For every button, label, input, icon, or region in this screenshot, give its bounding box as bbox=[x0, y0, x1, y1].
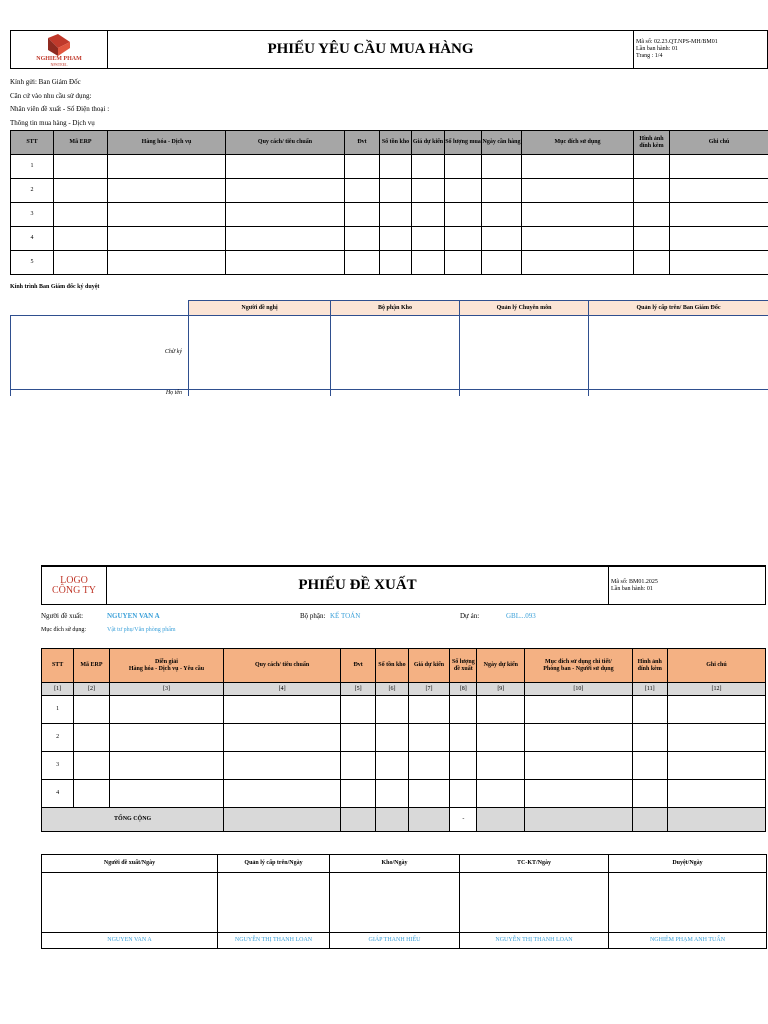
cell-input[interactable] bbox=[482, 251, 522, 275]
cell-input[interactable] bbox=[408, 752, 450, 780]
cell-input[interactable] bbox=[226, 227, 345, 251]
table-row bbox=[42, 724, 766, 752]
company-logo-icon bbox=[44, 34, 74, 56]
cell-input[interactable] bbox=[108, 179, 226, 203]
col-image: Hình ảnh đính kèm bbox=[634, 131, 670, 155]
cell-input[interactable] bbox=[226, 155, 345, 179]
row-number: 5 bbox=[11, 251, 54, 275]
cell-input[interactable] bbox=[108, 227, 226, 251]
col-spec: Quy cách/ tiêu chuẩn bbox=[224, 649, 341, 683]
table-row bbox=[11, 155, 768, 179]
cell-input[interactable] bbox=[226, 203, 345, 227]
purpose-label: Mục đích sử dụng: bbox=[41, 627, 87, 633]
index-cell: [11] bbox=[632, 683, 667, 696]
sign-box[interactable] bbox=[609, 873, 767, 933]
form2-meta bbox=[609, 566, 766, 605]
cell-input[interactable] bbox=[380, 155, 412, 179]
form1-meta bbox=[634, 31, 768, 69]
sign-head-proposer: Người đề nghị bbox=[189, 301, 331, 316]
form1-items-table bbox=[10, 130, 768, 275]
signer-name: NGUYEN VAN A bbox=[42, 933, 218, 949]
index-row bbox=[42, 683, 766, 696]
cell-input[interactable] bbox=[670, 203, 768, 227]
cell-input[interactable] bbox=[380, 203, 412, 227]
dept-value[interactable]: KẾ TOÁN bbox=[330, 612, 361, 620]
cell-input[interactable] bbox=[634, 251, 670, 275]
meta-code: Mã số: BM01.2025 bbox=[611, 578, 658, 585]
name-box[interactable] bbox=[331, 390, 460, 397]
meta-code: Mã số: 02.23.QT.NPS-MH/BM01 bbox=[636, 39, 718, 45]
cell-input[interactable] bbox=[376, 696, 408, 724]
cell-input[interactable] bbox=[54, 203, 108, 227]
col-erp: Mã ERP bbox=[54, 131, 108, 155]
cell-input[interactable] bbox=[408, 724, 450, 752]
cell-input[interactable] bbox=[482, 179, 522, 203]
cell-input[interactable] bbox=[226, 251, 345, 275]
col-unit: Đvt bbox=[340, 649, 375, 683]
cell-input[interactable] bbox=[74, 752, 109, 780]
index-cell: [6] bbox=[376, 683, 408, 696]
dept-label: Bộ phận: bbox=[300, 612, 326, 620]
signer-name: NGUYỄN THỊ THANH LOAN bbox=[218, 933, 330, 949]
cell-input[interactable] bbox=[412, 227, 445, 251]
table-row bbox=[42, 780, 766, 808]
cell-input[interactable] bbox=[525, 752, 632, 780]
cell-input[interactable] bbox=[226, 179, 345, 203]
cell-input[interactable] bbox=[345, 227, 380, 251]
form1-title: PHIẾU YÊU CẦU MUA HÀNG bbox=[108, 31, 634, 69]
cell-input[interactable] bbox=[74, 696, 109, 724]
total-cell bbox=[667, 808, 765, 832]
form1-logo bbox=[11, 31, 108, 69]
name-box[interactable] bbox=[189, 390, 331, 397]
total-cell bbox=[340, 808, 375, 832]
cell-input[interactable] bbox=[477, 724, 525, 752]
index-cell: [7] bbox=[408, 683, 450, 696]
index-cell: [10] bbox=[525, 683, 632, 696]
meta-edition: Lần ban hành: 01 bbox=[611, 585, 653, 592]
col-qty: Số lượng mua bbox=[445, 131, 482, 155]
cell-input[interactable] bbox=[376, 752, 408, 780]
sign-head-approver: Duyệt/Ngày bbox=[609, 855, 767, 873]
cell-input[interactable] bbox=[525, 696, 632, 724]
cell-input[interactable] bbox=[634, 155, 670, 179]
meta-page: Trang : 1/4 bbox=[636, 53, 663, 59]
cell-input[interactable] bbox=[412, 203, 445, 227]
cell-input[interactable] bbox=[108, 155, 226, 179]
col-stt: STT bbox=[42, 649, 74, 683]
sign-box[interactable] bbox=[330, 873, 460, 933]
cell-input[interactable] bbox=[345, 179, 380, 203]
proposer-value[interactable]: NGUYEN VAN A bbox=[107, 612, 160, 620]
cell-input[interactable] bbox=[108, 203, 226, 227]
project-label: Dự án: bbox=[460, 612, 480, 620]
table-row bbox=[11, 179, 768, 203]
name-box[interactable] bbox=[589, 390, 768, 397]
col-price: Giá dự kiến bbox=[408, 649, 450, 683]
cell-input[interactable] bbox=[376, 780, 408, 808]
cell-input[interactable] bbox=[632, 752, 667, 780]
form2-sign-table bbox=[41, 854, 767, 949]
cell-input[interactable] bbox=[109, 780, 224, 808]
index-cell: [9] bbox=[477, 683, 525, 696]
total-qty: - bbox=[450, 808, 477, 832]
cell-input[interactable] bbox=[450, 724, 477, 752]
cell-input[interactable] bbox=[345, 203, 380, 227]
total-cell bbox=[632, 808, 667, 832]
cell-input[interactable] bbox=[445, 155, 482, 179]
cell-input[interactable] bbox=[380, 179, 412, 203]
cell-input[interactable] bbox=[376, 724, 408, 752]
cell-input[interactable] bbox=[632, 724, 667, 752]
cell-input[interactable] bbox=[109, 752, 224, 780]
meta-edition: Lần ban hành: 01 bbox=[636, 46, 678, 52]
sign-head-manager: Quản lý cấp trên/Ngày bbox=[218, 855, 330, 873]
cell-input[interactable] bbox=[670, 155, 768, 179]
cell-input[interactable] bbox=[224, 696, 341, 724]
cell-input[interactable] bbox=[340, 696, 375, 724]
cell-input[interactable] bbox=[224, 724, 341, 752]
cell-input[interactable] bbox=[522, 179, 634, 203]
cell-input[interactable] bbox=[632, 780, 667, 808]
col-stock: Số tồn kho bbox=[376, 649, 408, 683]
cell-input[interactable] bbox=[345, 155, 380, 179]
col-purpose: Mục đích sử dụng bbox=[522, 131, 634, 155]
col-stock: Số tồn kho bbox=[380, 131, 412, 155]
cell-input[interactable] bbox=[477, 696, 525, 724]
cell-input[interactable] bbox=[54, 179, 108, 203]
cell-input[interactable] bbox=[522, 251, 634, 275]
cell-input[interactable] bbox=[482, 227, 522, 251]
col-desc: Diễn giải Hàng hóa - Dịch vụ - Yêu cầu bbox=[109, 649, 224, 683]
total-row bbox=[42, 808, 766, 832]
table-row bbox=[11, 203, 768, 227]
sign-box[interactable] bbox=[42, 873, 218, 933]
cell-input[interactable] bbox=[224, 780, 341, 808]
col-price: Giá dự kiến bbox=[412, 131, 445, 155]
cell-input[interactable] bbox=[224, 752, 341, 780]
sign-head-warehouse: Kho/Ngày bbox=[330, 855, 460, 873]
cell-input[interactable] bbox=[340, 724, 375, 752]
form1-sign-wrapper bbox=[10, 300, 768, 396]
col-erp: Mã ERP bbox=[74, 649, 109, 683]
logo-text: NGHIEM PHAM bbox=[36, 56, 82, 62]
cell-input[interactable] bbox=[525, 724, 632, 752]
table-header-row bbox=[42, 649, 766, 683]
row-number: 4 bbox=[42, 780, 74, 808]
cell-input[interactable] bbox=[340, 780, 375, 808]
sign-head-director: Quản lý cấp trên/ Ban Giám Đốc bbox=[589, 301, 768, 316]
cell-input[interactable] bbox=[482, 203, 522, 227]
row-number: 2 bbox=[42, 724, 74, 752]
col-note: Ghi chú bbox=[670, 131, 768, 155]
signer-name: NGHIÊM PHẠM ANH TUẤN bbox=[609, 933, 767, 949]
cell-input[interactable] bbox=[74, 780, 109, 808]
table-row bbox=[11, 227, 768, 251]
cell-input[interactable] bbox=[667, 724, 765, 752]
cell-input[interactable] bbox=[54, 227, 108, 251]
cell-input[interactable] bbox=[380, 227, 412, 251]
row-number: 2 bbox=[11, 179, 54, 203]
cell-input[interactable] bbox=[477, 752, 525, 780]
cell-input[interactable] bbox=[667, 752, 765, 780]
index-cell: [3] bbox=[109, 683, 224, 696]
cell-input[interactable] bbox=[522, 203, 634, 227]
proposer-label: Người đề xuất: bbox=[41, 612, 84, 620]
col-date: Ngày cần hàng bbox=[482, 131, 522, 155]
col-qty: Số lượng đề xuất bbox=[450, 649, 477, 683]
signer-name: NGUYỄN THỊ THANH LOAN bbox=[460, 933, 609, 949]
cell-input[interactable] bbox=[445, 203, 482, 227]
form2-logo: LOGO CÔNG TY bbox=[42, 566, 107, 605]
sign-box[interactable] bbox=[460, 316, 589, 390]
total-cell bbox=[224, 808, 341, 832]
cell-input[interactable] bbox=[477, 780, 525, 808]
index-cell: [8] bbox=[450, 683, 477, 696]
sign-head-specialist: Quản lý Chuyên môn bbox=[460, 301, 589, 316]
cell-input[interactable] bbox=[445, 179, 482, 203]
index-cell: [4] bbox=[224, 683, 341, 696]
cell-input[interactable] bbox=[109, 724, 224, 752]
cell-input[interactable] bbox=[634, 203, 670, 227]
form2-items-table bbox=[41, 648, 766, 832]
cell-input[interactable] bbox=[109, 696, 224, 724]
sign-box[interactable] bbox=[589, 316, 768, 390]
sign-head-warehouse: Bộ phận Kho bbox=[331, 301, 460, 316]
table-header-row bbox=[11, 131, 768, 155]
form1-header bbox=[10, 30, 768, 69]
cell-input[interactable] bbox=[412, 251, 445, 275]
cell-input[interactable] bbox=[340, 752, 375, 780]
cell-input[interactable] bbox=[667, 696, 765, 724]
intro-line: Kính gửi: Ban Giám Đốc bbox=[10, 78, 81, 86]
form2-header bbox=[41, 565, 766, 605]
purpose-value[interactable]: Vật tư phụ/Văn phòng phẩm bbox=[107, 627, 176, 633]
cell-input[interactable] bbox=[450, 780, 477, 808]
name-label: Họ tên bbox=[11, 390, 189, 397]
index-cell: [12] bbox=[667, 683, 765, 696]
cell-input[interactable] bbox=[450, 696, 477, 724]
sign-label: Chữ ký bbox=[11, 316, 189, 390]
cell-input[interactable] bbox=[54, 155, 108, 179]
cell-input[interactable] bbox=[634, 227, 670, 251]
sign-box[interactable] bbox=[189, 316, 331, 390]
col-spec: Quy cách/ tiêu chuẩn bbox=[226, 131, 345, 155]
logo-sub: NPSTEEL bbox=[50, 62, 68, 67]
sign-head-accounting: TC-KT/Ngày bbox=[460, 855, 609, 873]
table-row bbox=[42, 696, 766, 724]
intro-line: Căn cứ vào nhu cầu sử dụng: bbox=[10, 91, 92, 100]
total-cell bbox=[408, 808, 450, 832]
cell-input[interactable] bbox=[482, 155, 522, 179]
col-note: Ghi chú bbox=[667, 649, 765, 683]
cell-input[interactable] bbox=[445, 251, 482, 275]
cell-input[interactable] bbox=[412, 155, 445, 179]
cell-input[interactable] bbox=[108, 251, 226, 275]
col-unit: Đvt bbox=[345, 131, 380, 155]
total-cell bbox=[525, 808, 632, 832]
signer-name: GIÁP THANH HIẾU bbox=[330, 933, 460, 949]
cell-input[interactable] bbox=[522, 155, 634, 179]
col-date: Ngày dự kiến bbox=[477, 649, 525, 683]
sign-box[interactable] bbox=[460, 873, 609, 933]
index-cell: [1] bbox=[42, 683, 74, 696]
sign-box[interactable] bbox=[218, 873, 330, 933]
name-box[interactable] bbox=[460, 390, 589, 397]
form1-intro bbox=[10, 76, 109, 130]
total-cell bbox=[376, 808, 408, 832]
col-image: Hình ảnh đính kèm bbox=[632, 649, 667, 683]
row-number: 1 bbox=[11, 155, 54, 179]
table-row bbox=[11, 251, 768, 275]
total-label: TỔNG CỘNG bbox=[42, 808, 224, 832]
form1-sign-table bbox=[10, 300, 768, 396]
cell-input[interactable] bbox=[408, 780, 450, 808]
cell-input[interactable] bbox=[445, 227, 482, 251]
sign-head-proposer: Người đề xuất/Ngày bbox=[42, 855, 218, 873]
row-number: 1 bbox=[42, 696, 74, 724]
cell-input[interactable] bbox=[408, 696, 450, 724]
col-stt: STT bbox=[11, 131, 54, 155]
sign-box[interactable] bbox=[331, 316, 460, 390]
table-row bbox=[42, 752, 766, 780]
col-goods: Hàng hóa - Dịch vụ bbox=[108, 131, 226, 155]
row-number: 4 bbox=[11, 227, 54, 251]
cell-input[interactable] bbox=[670, 251, 768, 275]
cell-input[interactable] bbox=[522, 227, 634, 251]
cell-input[interactable] bbox=[670, 227, 768, 251]
total-cell bbox=[477, 808, 525, 832]
cell-input[interactable] bbox=[450, 752, 477, 780]
cell-input[interactable] bbox=[634, 179, 670, 203]
col-purpose: Mục đích sử dụng chi tiết/ Phòng ban - Người sử dụng bbox=[525, 649, 632, 683]
cell-input[interactable] bbox=[54, 251, 108, 275]
index-cell: [5] bbox=[340, 683, 375, 696]
cell-input[interactable] bbox=[380, 251, 412, 275]
intro-line: Nhân viên đề xuất - Số Điện thoại : bbox=[10, 105, 110, 113]
row-number: 3 bbox=[11, 203, 54, 227]
intro-line: Thông tin mua hàng - Dịch vụ bbox=[10, 118, 95, 127]
approval-note: Kính trình Ban Giám đốc ký duyệt bbox=[10, 284, 100, 290]
cell-input[interactable] bbox=[412, 179, 445, 203]
cell-input[interactable] bbox=[525, 780, 632, 808]
cell-input[interactable] bbox=[667, 780, 765, 808]
cell-input[interactable] bbox=[345, 251, 380, 275]
row-number: 3 bbox=[42, 752, 74, 780]
cell-input[interactable] bbox=[74, 724, 109, 752]
index-cell: [2] bbox=[74, 683, 109, 696]
cell-input[interactable] bbox=[632, 696, 667, 724]
project-value[interactable]: GBL...093 bbox=[506, 612, 536, 620]
cell-input[interactable] bbox=[670, 179, 768, 203]
form2-title: PHIẾU ĐỀ XUẤT bbox=[107, 566, 609, 605]
